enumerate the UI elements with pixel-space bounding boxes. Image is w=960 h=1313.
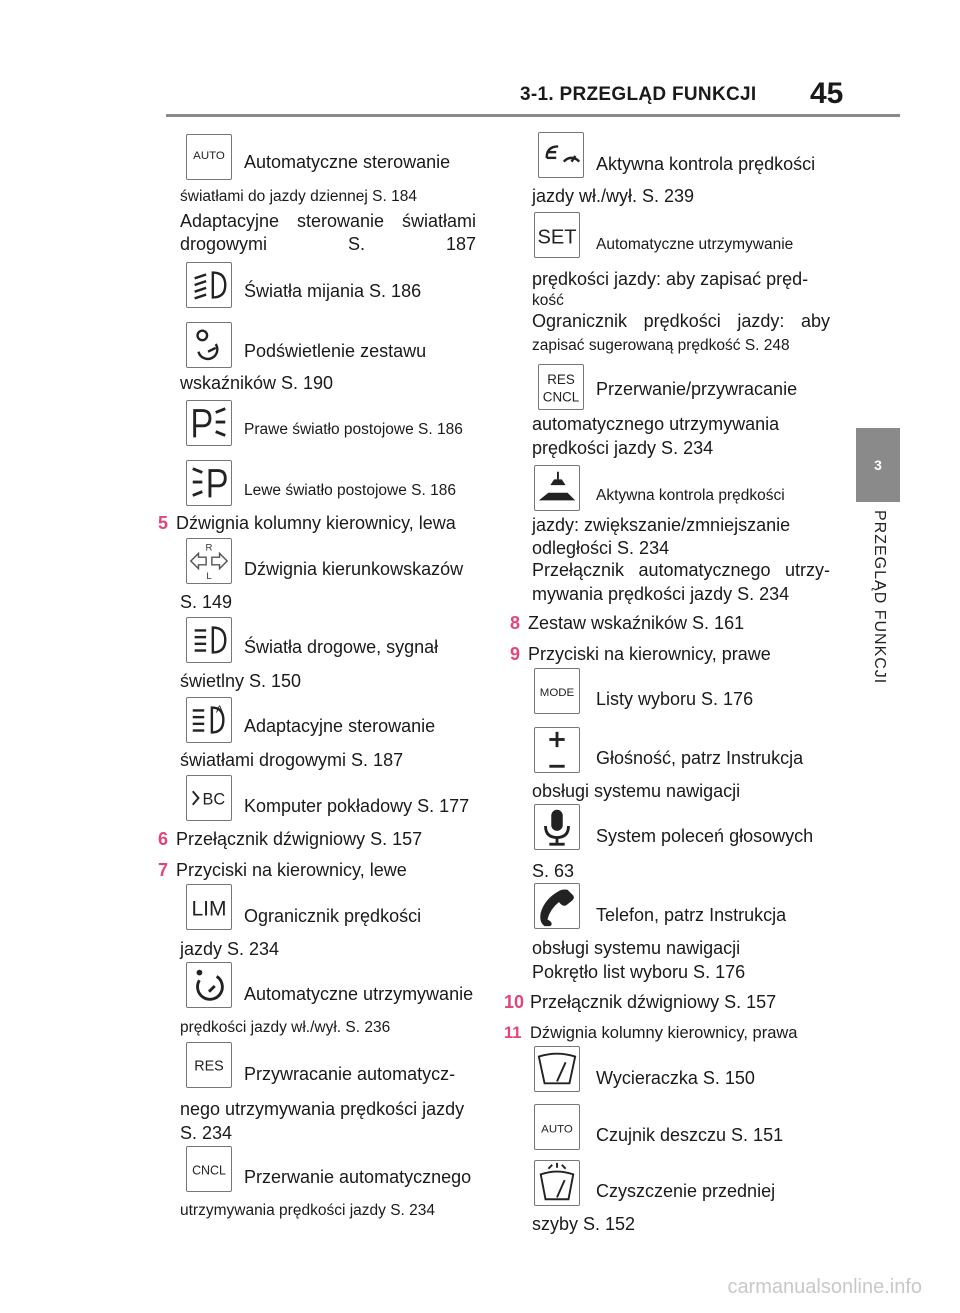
item-text: światłami drogowymi S. 187 bbox=[180, 750, 404, 770]
chapter-tab: 3 bbox=[856, 428, 900, 502]
item-text: prędkości jazdy S. 234 bbox=[532, 438, 714, 458]
panel-light-icon bbox=[186, 322, 232, 368]
item-text: Automatyczne utrzymywanie bbox=[596, 236, 794, 253]
chapter-label: PRZEGLĄD FUNKCJI bbox=[871, 510, 888, 685]
auto-light-icon bbox=[186, 134, 232, 180]
set-icon bbox=[534, 212, 580, 258]
section-number: 11 bbox=[504, 1024, 522, 1042]
svg-text:LIM: LIM bbox=[191, 897, 227, 921]
item-text: Dźwignia kierunkowskazów bbox=[244, 559, 464, 579]
svg-text:A: A bbox=[216, 703, 224, 716]
item-text: Przerwanie automatycznego bbox=[244, 1167, 472, 1187]
item-text: automatycznego utrzymywania bbox=[532, 414, 780, 434]
heading-text: Dźwignia kolumny kierownicy, prawa bbox=[530, 1024, 798, 1042]
svg-text:AUTO: AUTO bbox=[541, 1123, 573, 1136]
svg-text:RES: RES bbox=[547, 372, 575, 388]
section-heading bbox=[158, 828, 422, 850]
heading-text: Przyciski na kierownicy, prawe bbox=[528, 644, 771, 664]
heading-text: Przyciski na kierownicy, lewe bbox=[176, 860, 407, 880]
svg-text:L: L bbox=[206, 571, 212, 583]
item-text: Adaptacyjne sterowanie bbox=[244, 716, 436, 736]
section-heading bbox=[158, 859, 407, 881]
section-heading bbox=[510, 612, 744, 634]
item-text: obsługi systemu nawigacji bbox=[532, 781, 741, 801]
turn-signal-icon bbox=[186, 538, 232, 584]
heading-text: Dźwignia kolumny kierownicy, lewa bbox=[176, 513, 456, 533]
section-number: 9 bbox=[510, 644, 521, 664]
item-text: Światła mijania S. 186 bbox=[244, 281, 422, 301]
section-title: 3-1. PRZEGLĄD FUNKCJI bbox=[520, 84, 757, 105]
item-text: Automatyczne sterowanie bbox=[244, 152, 451, 172]
section-number: 6 bbox=[158, 829, 169, 849]
phone-icon bbox=[534, 883, 580, 929]
header-rule bbox=[166, 114, 900, 117]
paragraph: Ogranicznik prędkości jazdy: aby bbox=[532, 311, 830, 331]
item-text: jazdy wł./wył. S. 239 bbox=[532, 186, 695, 206]
section-number: 7 bbox=[158, 860, 169, 880]
item-text: Komputer pokładowy S. 177 bbox=[244, 796, 470, 816]
washer-icon bbox=[534, 1160, 580, 1206]
item-text: obsługi systemu nawigacji bbox=[532, 938, 741, 958]
left-parking-light-icon bbox=[186, 460, 232, 506]
item-text: światłami do jazdy dziennej S. 184 bbox=[180, 188, 417, 205]
item-text: Przerwanie/przywracanie bbox=[596, 379, 798, 399]
item-text: Wycieraczka S. 150 bbox=[596, 1068, 755, 1088]
item-text: jazdy S. 234 bbox=[180, 939, 280, 959]
item-text: jazdy: zwiększanie/zmniejszanie bbox=[532, 515, 791, 535]
trip-computer-icon bbox=[186, 775, 232, 821]
item-text: prędkości jazdy: aby zapisać pręd- bbox=[532, 269, 809, 289]
item-text: prędkości jazdy wł./wył. S. 236 bbox=[180, 1019, 391, 1036]
svg-text:RES: RES bbox=[194, 1058, 224, 1075]
wiper-icon bbox=[534, 1046, 580, 1092]
svg-text:MODE: MODE bbox=[539, 686, 575, 699]
svg-text:CNCL: CNCL bbox=[192, 1163, 226, 1178]
page-number: 45 bbox=[810, 77, 844, 110]
section-heading bbox=[510, 643, 771, 665]
low-beam-icon bbox=[186, 262, 232, 308]
heading-text: Przełącznik dźwigniowy S. 157 bbox=[530, 992, 777, 1012]
res-cncl-icon bbox=[538, 364, 584, 410]
heading-text: Zestaw wskaźników S. 161 bbox=[528, 613, 745, 633]
item-text: kość bbox=[532, 292, 564, 309]
cancel-icon bbox=[186, 1146, 232, 1192]
item-text: Czyszczenie przedniej bbox=[596, 1181, 776, 1201]
section-heading bbox=[504, 1022, 797, 1044]
adaptive-high-beam-icon bbox=[186, 697, 232, 743]
item-text: S. 63 bbox=[532, 861, 575, 881]
svg-text:BC: BC bbox=[202, 790, 226, 809]
acc-on-off-icon bbox=[538, 132, 584, 178]
item-text: Telefon, patrz Instrukcja bbox=[596, 905, 787, 925]
item-text: Lewe światło postojowe S. 186 bbox=[244, 482, 456, 499]
item-text: wskaźników S. 190 bbox=[180, 373, 334, 393]
paragraph: Przełącznik automatycznego utrzy- bbox=[532, 560, 830, 580]
rain-sensor-icon bbox=[534, 1104, 580, 1150]
item-text: Czujnik deszczu S. 151 bbox=[596, 1125, 784, 1145]
item-text: Ogranicznik prędkości bbox=[244, 906, 422, 926]
item-text: mywania prędkości jazdy S. 234 bbox=[532, 584, 790, 604]
mode-icon bbox=[534, 668, 580, 714]
microphone-icon bbox=[534, 804, 580, 850]
item-text: Prawe światło postojowe S. 186 bbox=[244, 421, 463, 438]
item-text: S. 234 bbox=[180, 1123, 233, 1143]
section-number: 5 bbox=[158, 513, 169, 533]
item-text: Aktywna kontrola prędkości bbox=[596, 154, 816, 174]
item-text: Aktywna kontrola prędkości bbox=[596, 487, 785, 504]
item-text: System poleceń głosowych bbox=[596, 826, 814, 846]
item-text: nego utrzymywania prędkości jazdy bbox=[180, 1099, 465, 1119]
item-text: Głośność, patrz Instrukcja bbox=[596, 748, 804, 768]
svg-text:SET: SET bbox=[537, 226, 577, 249]
item-text: odległości S. 234 bbox=[532, 538, 670, 558]
watermark: carmanualsonline.info bbox=[727, 1276, 922, 1298]
item-text: szyby S. 152 bbox=[532, 1214, 636, 1234]
item-text: Światła drogowe, sygnał bbox=[244, 637, 439, 657]
item-text: Podświetlenie zestawu bbox=[244, 341, 427, 361]
high-beam-icon bbox=[186, 617, 232, 663]
right-parking-light-icon bbox=[186, 400, 232, 446]
speed-limiter-icon bbox=[186, 884, 232, 930]
heading-text: Przełącznik dźwigniowy S. 157 bbox=[176, 829, 423, 849]
svg-text:R: R bbox=[205, 542, 213, 554]
section-number: 8 bbox=[510, 613, 521, 633]
resume-icon bbox=[186, 1042, 232, 1088]
distance-control-icon bbox=[534, 465, 580, 511]
auto-text: AUTO bbox=[193, 149, 225, 162]
item-text: zapisać sugerowaną prędkość S. 248 bbox=[532, 337, 790, 354]
item-text: utrzymywania prędkości jazdy S. 234 bbox=[180, 1202, 436, 1219]
volume-icon bbox=[534, 727, 580, 773]
section-number: 10 bbox=[504, 992, 525, 1012]
item-text: Przywracanie automatycz- bbox=[244, 1064, 456, 1084]
item-text: świetlny S. 150 bbox=[180, 671, 302, 691]
item-text: Automatyczne utrzymywanie bbox=[244, 984, 474, 1004]
paragraph: Adaptacyjne sterowanie światłami drogowymi S. 187 bbox=[180, 211, 476, 254]
item-text: Pokrętło list wyboru S. 176 bbox=[532, 962, 746, 982]
section-heading bbox=[504, 991, 776, 1013]
svg-text:CNCL: CNCL bbox=[542, 389, 580, 405]
cruise-control-icon bbox=[186, 962, 232, 1008]
item-text: S. 149 bbox=[180, 592, 233, 612]
section-heading bbox=[158, 512, 456, 534]
item-text: Listy wyboru S. 176 bbox=[596, 689, 754, 709]
